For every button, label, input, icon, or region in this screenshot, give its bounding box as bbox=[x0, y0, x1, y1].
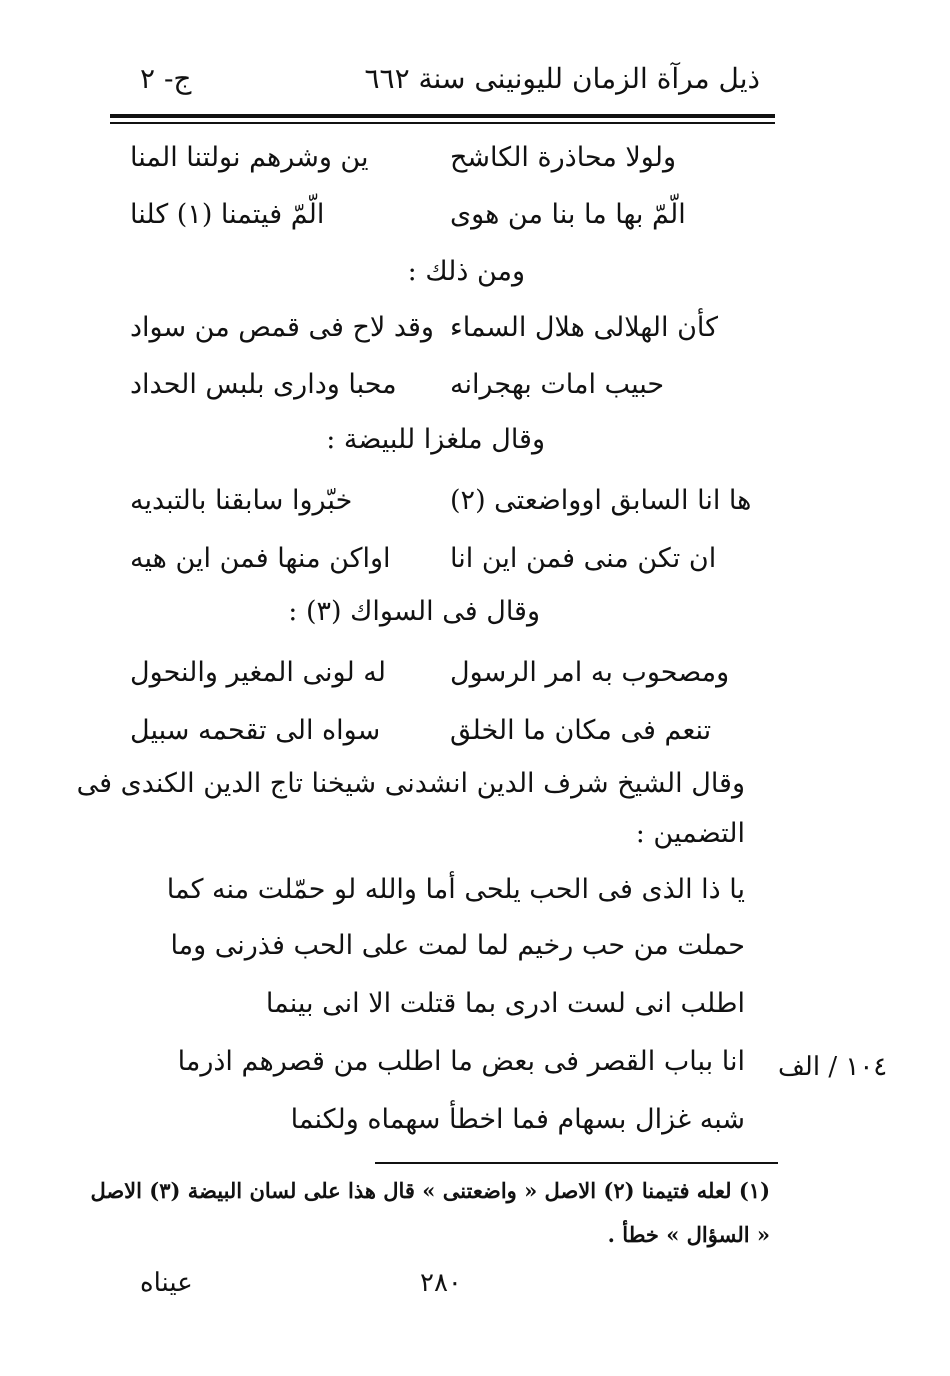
hemistich-left: خبّروا سابقنا بالتبديه bbox=[130, 484, 353, 516]
book-title: ذيل مرآة الزمان لليونينى سنة ٦٦٢ bbox=[364, 62, 760, 95]
poem-intro: وقال ملغزا للبيضة : bbox=[326, 424, 545, 455]
hemistich-right: ومصحوب به امر الرسول bbox=[450, 656, 730, 688]
footnote-rule bbox=[375, 1162, 778, 1164]
footnote-line: « السؤال » خطأ . bbox=[607, 1222, 770, 1247]
tadmin-line: شبه غزال بسهام فما اخطأ سهماه ولكنما bbox=[290, 1104, 745, 1135]
tadmin-line: اطلب انى لست ادرى بما قتلت الا انى بينما bbox=[265, 988, 745, 1019]
hemistich-right: تنعم فى مكان ما الخلق bbox=[450, 714, 712, 746]
hemistich-right: الّمّ بها ما بنا من هوى bbox=[450, 198, 686, 230]
running-header bbox=[110, 62, 760, 110]
verse-line bbox=[130, 536, 750, 580]
hemistich-right: كأن الهلالى هلال السماء bbox=[450, 311, 718, 343]
volume-number: ج- ٢ bbox=[140, 62, 192, 95]
hemistich-left: اواكن منها فمن اين هيه bbox=[130, 542, 391, 574]
hemistich-left: له لونى المغير والنحول bbox=[130, 656, 386, 688]
folio-margin-note: ١٠٤ / الف bbox=[778, 1052, 888, 1082]
poem-intro: وقال فى السواك (٣) : bbox=[288, 596, 540, 627]
verse-line bbox=[130, 478, 750, 522]
header-rule-thick bbox=[110, 114, 775, 118]
hemistich-left: ين وشرهم نولتنا المنا bbox=[130, 141, 369, 173]
poem-intro: ومن ذلك : bbox=[407, 256, 525, 287]
footnote-line: (١) لعله فتيمنا (٢) الاصل « واضعتنى » قال هذا على لسان البيضة (٣) الاصل bbox=[90, 1178, 770, 1203]
hemistich-right: ولولا محاذرة الكاشح bbox=[450, 141, 677, 173]
hemistich-left: سواه الى تقحمه سبيل bbox=[130, 714, 381, 746]
verse-line bbox=[130, 708, 750, 752]
tadmin-line: انا بباب القصر فى بعض ما اطلب من قصرهم اذرما bbox=[177, 1046, 745, 1077]
hemistich-left: الّمّ فيتمنا (١) كلنا bbox=[130, 198, 325, 230]
verse-line bbox=[130, 192, 750, 236]
catchword: عيناه bbox=[140, 1268, 193, 1298]
prose-line: وقال الشيخ شرف الدين انشدنى شيخنا تاج الدين الكندى فى bbox=[76, 768, 745, 799]
tadmin-line: يا ذا الذى فى الحب يلحى أما والله لو حمّلت منه كما bbox=[166, 874, 745, 905]
hemistich-right: حبيب امات بهجرانه bbox=[450, 368, 665, 400]
hemistich-left: وقد لاح فى قمص من سواد bbox=[130, 311, 434, 343]
hemistich-right: ان تكن منى فمن اين انا bbox=[450, 542, 717, 574]
header-rule-thin bbox=[110, 122, 775, 124]
verse-line bbox=[130, 362, 750, 406]
verse-line bbox=[130, 135, 750, 179]
prose-line: التضمين : bbox=[635, 818, 745, 849]
verse-line bbox=[130, 650, 750, 694]
tadmin-line: حملت من حب رخيم لما لمت على الحب فذرنى وما bbox=[170, 930, 745, 961]
hemistich-left: محبا ودارى بلبس الحداد bbox=[130, 368, 397, 400]
hemistich-right: ها انا السابق اوواضعتى (٢) bbox=[450, 484, 752, 516]
page-number: ٢٨٠ bbox=[420, 1268, 462, 1298]
verse-line bbox=[130, 305, 750, 349]
